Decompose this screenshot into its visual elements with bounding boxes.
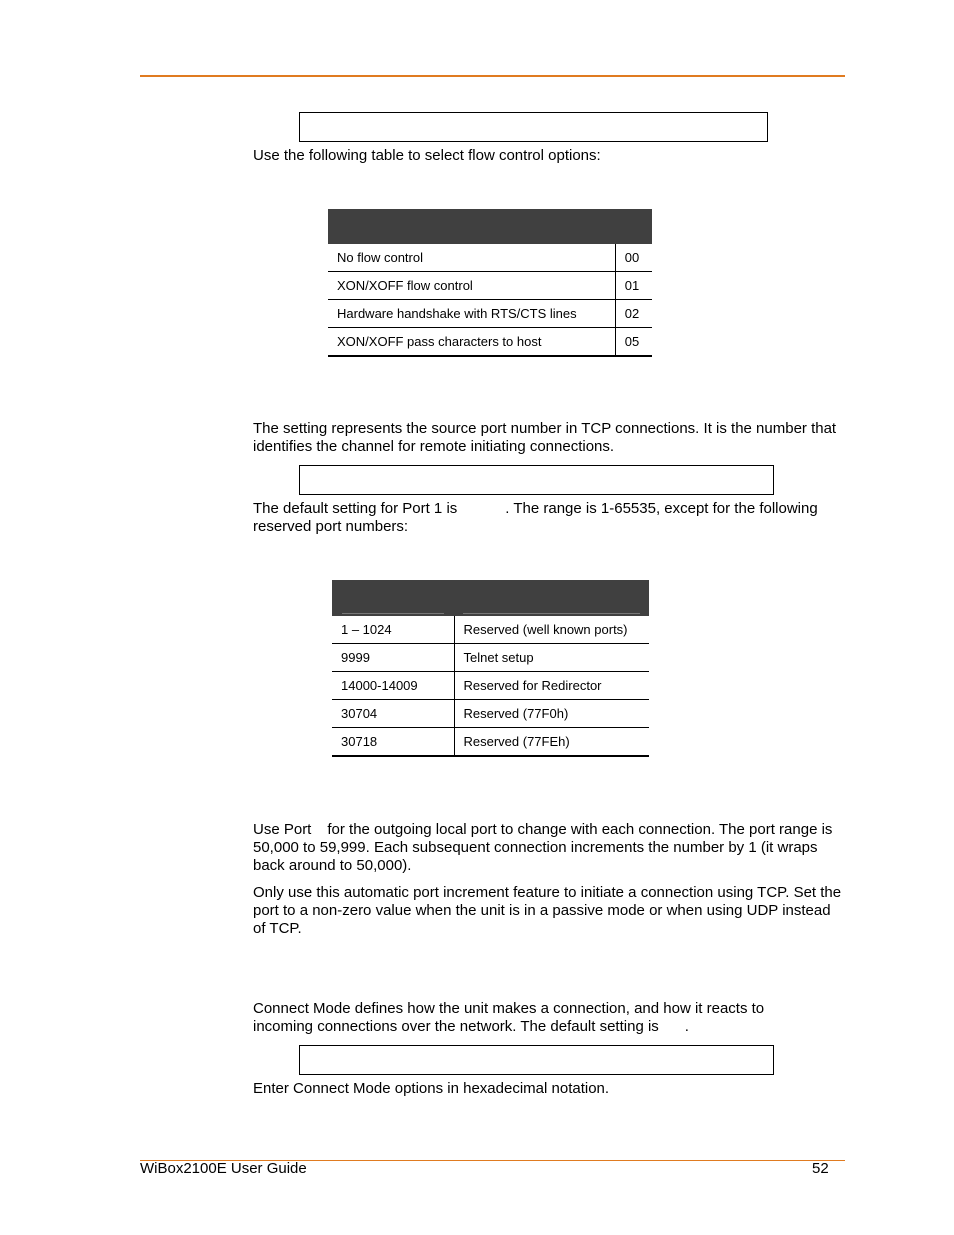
table-cell-port: 30718 <box>332 728 454 757</box>
table-row <box>328 328 652 357</box>
table-cell-desc: Reserved (77F0h) <box>454 700 649 728</box>
connect-mode-text: Connect Mode defines how the unit makes a connection, and how it reacts to incoming connections over the network. The default setting is . <box>253 1000 765 1035</box>
table-cell-port: 1 – 1024 <box>332 616 454 644</box>
table-cell-option: Hardware handshake with RTS/CTS lines <box>328 300 615 328</box>
table-header-row <box>328 209 652 244</box>
table-cell-port: 30704 <box>332 700 454 728</box>
table-row <box>328 300 652 328</box>
flow-control-input-box <box>299 112 768 142</box>
port-number-input-box <box>299 465 774 495</box>
table-row <box>332 672 649 700</box>
table-row <box>332 728 649 757</box>
table-cell-desc: Reserved (77FEh) <box>454 728 649 757</box>
connect-mode-input-box <box>299 1045 774 1075</box>
table-cell-desc: Reserved (well known ports) <box>454 616 649 644</box>
table-row <box>328 272 652 300</box>
footer-title: WiBox2100E User Guide <box>140 1160 307 1177</box>
flow-intro-text: Use the following table to select flow control options: <box>253 147 601 164</box>
port-number-text: The setting represents the source port number in TCP connections. It is the number that identifies the channel for remote initiating connections. <box>253 420 837 455</box>
table-cell-code: 01 <box>615 272 652 300</box>
table-cell-code: 05 <box>615 328 652 357</box>
table-cell-port: 14000-14009 <box>332 672 454 700</box>
table-row <box>328 244 652 272</box>
flow-control-table <box>328 209 652 357</box>
footer-page-number: 52 <box>812 1160 829 1177</box>
table-cell-option: No flow control <box>328 244 615 272</box>
table-row <box>332 700 649 728</box>
table-cell-code: 00 <box>615 244 652 272</box>
connect-hex-text: Enter Connect Mode options in hexadecimal notation. <box>253 1080 610 1097</box>
table-cell-option: XON/XOFF pass characters to host <box>328 328 615 357</box>
table-cell-desc: Reserved for Redirector <box>454 672 649 700</box>
table-row <box>332 616 649 644</box>
default-port-text: The default setting for Port 1 is . The range is 1-65535, except for the following reserved port numbers: <box>253 500 818 535</box>
table-header-row <box>332 580 649 616</box>
table-cell-code: 02 <box>615 300 652 328</box>
port-zero-text: Use Port for the outgoing local port to change with each connection. The port range is 50,000 to 59,999. Each subsequent connection increments the number by 1 (it wraps back around to 50,000). <box>253 821 833 874</box>
table-cell-desc: Telnet setup <box>454 644 649 672</box>
table-row <box>332 644 649 672</box>
reserved-ports-table <box>332 580 649 757</box>
table-cell-option: XON/XOFF flow control <box>328 272 615 300</box>
header-rule <box>140 75 845 77</box>
port-increment-text: Only use this automatic port increment feature to initiate a connection using TCP. Set the port to a non-zero value when the unit is in a passive mode or when using UDP instead of TCP. <box>253 884 842 937</box>
table-cell-port: 9999 <box>332 644 454 672</box>
